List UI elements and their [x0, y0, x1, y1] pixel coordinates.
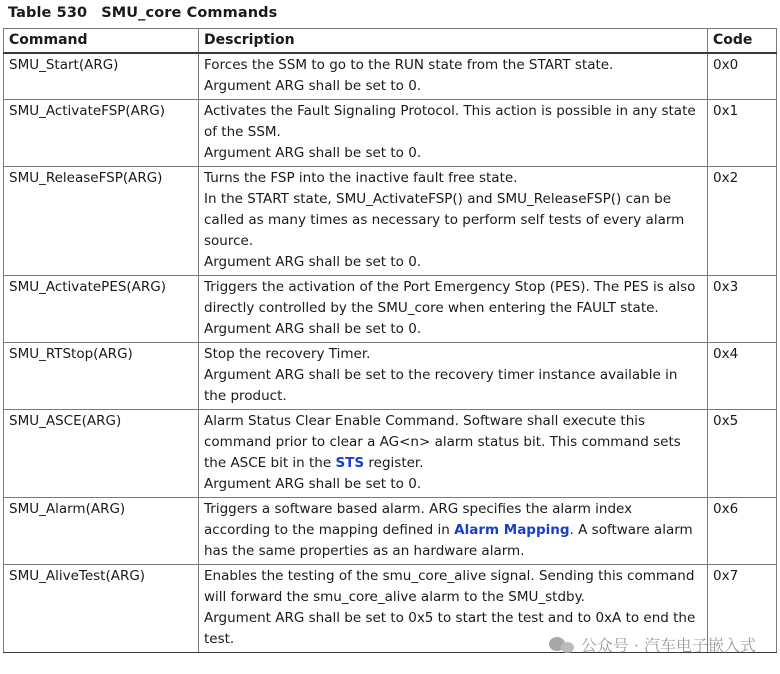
alarm-mapping-link[interactable]: Alarm Mapping [454, 522, 570, 538]
table-row [4, 276, 777, 343]
table-title: SMU_core Commands [101, 5, 278, 21]
description-cell [199, 100, 708, 167]
description-line: Argument ARG shall be set to 0x5 to start the test and to 0xA to end the test. [204, 610, 696, 647]
description-line: Argument ARG shall be set to 0. [204, 476, 422, 492]
description-text: register. [364, 455, 424, 471]
description-line: Triggers the activation of the Port Emergency Stop (PES). The PES is also directly controlled by the SMU_core when entering the FAULT state. [204, 279, 696, 316]
code-cell: 0x0 [708, 53, 777, 100]
description-line: Forces the SSM to go to the RUN state from the START state. [204, 57, 614, 73]
command-cell: SMU_ReleaseFSP(ARG) [4, 167, 199, 276]
description-text: Alarm Status Clear Enable Command. Software shall execute this command prior to clear a AG<n> alarm status bit. This command sets the ASCE bit in the [204, 413, 681, 471]
description-line: Argument ARG shall be set to 0. [204, 145, 422, 161]
watermark [549, 633, 756, 656]
description-cell [199, 343, 708, 410]
table-row [4, 167, 777, 276]
header-description: Description [199, 29, 708, 54]
command-cell: SMU_ActivatePES(ARG) [4, 276, 199, 343]
description-line: Activates the Fault Signaling Protocol. This action is possible in any state of the SSM. [204, 103, 696, 140]
commands-table [3, 28, 777, 653]
description-cell [199, 167, 708, 276]
code-cell: 0x1 [708, 100, 777, 167]
description-text: . A software alarm has the same properties as an hardware alarm. [204, 522, 693, 559]
description-line [204, 499, 702, 562]
command-cell: SMU_Alarm(ARG) [4, 498, 199, 565]
code-cell: 0x5 [708, 410, 777, 498]
description-line: Argument ARG shall be set to 0. [204, 321, 422, 337]
command-cell: SMU_ASCE(ARG) [4, 410, 199, 498]
command-cell: SMU_RTStop(ARG) [4, 343, 199, 410]
code-cell: 0x6 [708, 498, 777, 565]
code-cell: 0x4 [708, 343, 777, 410]
header-code: Code [708, 29, 777, 54]
table-row [4, 53, 777, 100]
description-text: Triggers a software based alarm. ARG specifies the alarm index according to the mapping defined in [204, 501, 633, 538]
description-line: Argument ARG shall be set to 0. [204, 78, 422, 94]
description-cell [199, 410, 708, 498]
code-cell: 0x7 [708, 565, 777, 653]
header-command: Command [4, 29, 199, 54]
code-cell: 0x2 [708, 167, 777, 276]
table-number: Table 530 [8, 5, 88, 21]
description-line: Argument ARG shall be set to 0. [204, 254, 422, 270]
command-cell: SMU_Start(ARG) [4, 53, 199, 100]
header-row [4, 29, 777, 54]
sts-register-link[interactable]: STS [335, 455, 365, 471]
table-row [4, 343, 777, 410]
description-cell [199, 276, 708, 343]
description-line: Enables the testing of the smu_core_alive signal. Sending this command will forward the smu_core_alive alarm to the SMU_stdby. [204, 568, 695, 605]
table-row [4, 410, 777, 498]
watermark-text: 公众号 · 汽车电子嵌入式 [580, 636, 756, 655]
description-cell [199, 498, 708, 565]
table-row [4, 100, 777, 167]
command-cell: SMU_AliveTest(ARG) [4, 565, 199, 653]
description-line: Argument ARG shall be set to the recovery timer instance available in the product. [204, 367, 678, 404]
code-cell: 0x3 [708, 276, 777, 343]
table-caption [8, 5, 277, 21]
table-row [4, 498, 777, 565]
description-line: Stop the recovery Timer. [204, 346, 371, 362]
wechat-icon [549, 635, 575, 655]
command-cell: SMU_ActivateFSP(ARG) [4, 100, 199, 167]
description-line: Turns the FSP into the inactive fault free state. [204, 170, 518, 186]
description-cell [199, 53, 708, 100]
description-line: In the START state, SMU_ActivateFSP() and SMU_ReleaseFSP() can be called as many times as necessary to perform self tests of every alarm source. [204, 191, 685, 249]
description-line [204, 411, 702, 474]
